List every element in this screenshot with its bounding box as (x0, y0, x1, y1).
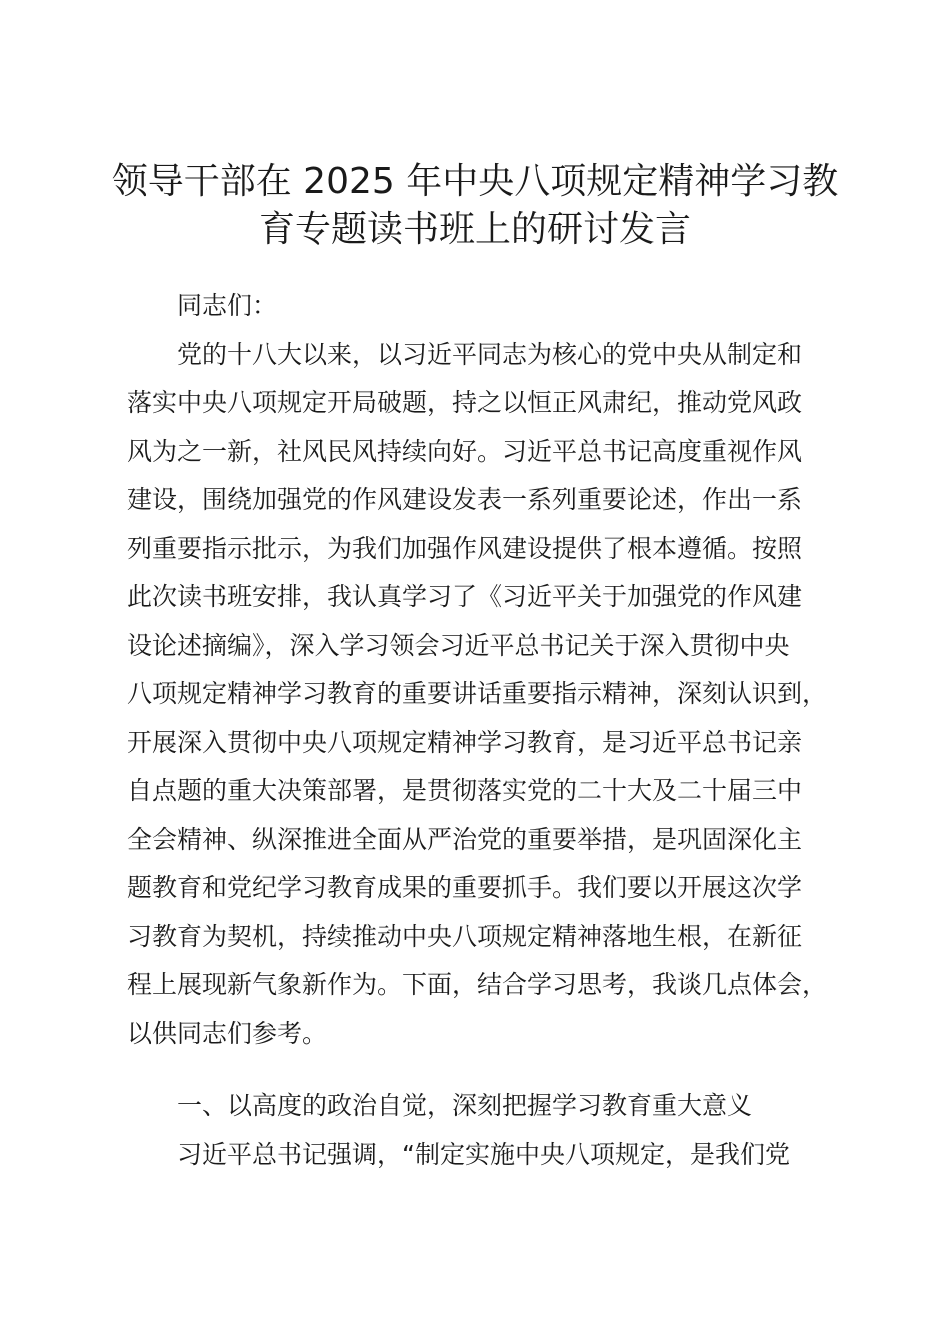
paragraph-line: 党的十八大以来，以习近平同志为核心的党中央从制定和 (177, 339, 803, 369)
paragraph-line: 习教育为契机，持续推动中央八项规定精神落地生根，在新征 (127, 921, 803, 951)
paragraph-line: 建设，围绕加强党的作风建设发表一系列重要论述，作出一系 (127, 485, 803, 514)
paragraph-line: 风为之一新，社风民风持续向好。习近平总书记高度重视作风 (127, 436, 803, 466)
paragraph-spacing (127, 1058, 847, 1082)
paragraph-line: 此次读书班安排，我认真学习了《习近平关于加强党的作风建 (127, 582, 803, 611)
greeting: 同志们： (177, 291, 278, 320)
paragraph-line: 题教育和党纪学习教育成果的重要抓手。我们要以开展这次学 (127, 873, 803, 902)
paragraph-line: 落实中央八项规定开局破题，持之以恒正风肃纪，推动党风政 (127, 388, 803, 417)
title-line-2: 育专题读书班上的研讨发言 (258, 209, 691, 250)
document-title (100, 158, 850, 254)
paragraph-1 (127, 331, 847, 1059)
paragraph-line: 设论述摘编》，深入学习领会习近平总书记关于深入贯彻中央 (127, 630, 790, 660)
document-body (127, 282, 847, 1179)
paragraph-2-line-1: 习近平总书记强调，“制定实施中央八项规定，是我们党 (177, 1139, 790, 1169)
paragraph-line: 列重要指示批示，为我们加强作风建设提供了根本遵循。按照 (127, 533, 803, 563)
paragraph-line: 开展深入贯彻中央八项规定精神学习教育，是习近平总书记亲 (127, 727, 803, 757)
paragraph-line: 八项规定精神学习教育的重要讲话重要指示精神，深刻认识到， (127, 679, 828, 708)
title-line-1: 领导干部在 2025 年中央八项规定精神学习教 (111, 161, 839, 202)
paragraph-line: 以供同志们参考。 (127, 1018, 328, 1048)
section-heading-1: 一、以高度的政治自觉，深刻把握学习教育重大意义 (177, 1091, 753, 1120)
paragraph-line: 程上展现新气象新作为。下面，结合学习思考，我谈几点体会， (127, 970, 828, 999)
paragraph-line: 自点题的重大决策部署，是贯彻落实党的二十大及二十届三中 (127, 776, 803, 805)
paragraph-line: 全会精神、纵深推进全面从严治党的重要举措，是巩固深化主 (127, 824, 803, 854)
